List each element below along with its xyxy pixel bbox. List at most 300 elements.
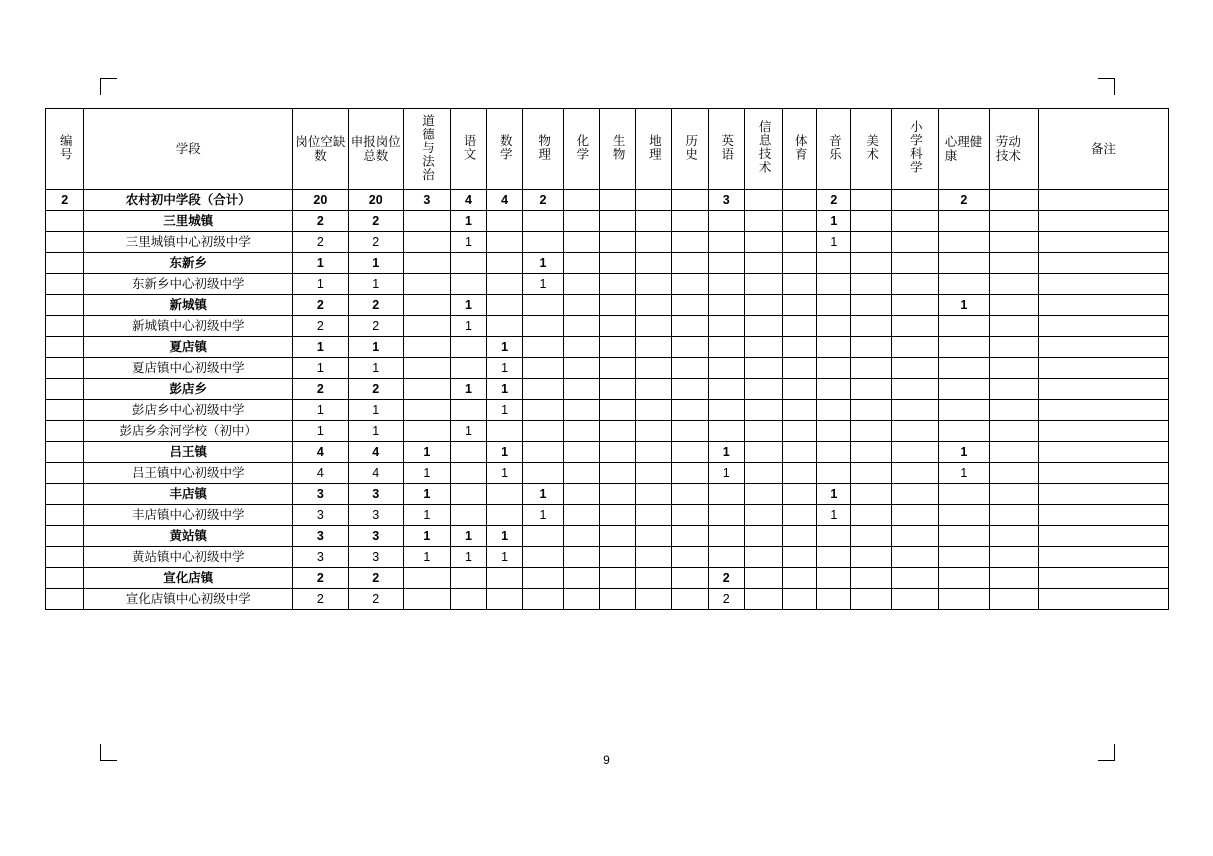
- cell-segment: 夏店镇中心初级中学: [84, 358, 293, 379]
- table-row: [46, 232, 1169, 253]
- cell-remark: [1038, 400, 1168, 421]
- cell-chinese: 1: [450, 526, 486, 547]
- cell-declared: 3: [348, 547, 403, 568]
- cell-english: 3: [708, 190, 744, 211]
- cell-biology: [599, 484, 635, 505]
- cell-pe: [783, 337, 817, 358]
- cell-primary: [891, 379, 938, 400]
- cell-labor: [989, 274, 1038, 295]
- column-header-label: 学段: [175, 141, 201, 156]
- cell-pe: [783, 316, 817, 337]
- cell-it: [744, 232, 782, 253]
- cell-vacancy: 2: [293, 211, 348, 232]
- cell-primary: [891, 274, 938, 295]
- table-header-row: [46, 109, 1169, 190]
- cell-physics: [523, 421, 563, 442]
- column-header-label: 信息技术: [757, 120, 772, 175]
- cell-history: [672, 526, 708, 547]
- cell-vacancy: 3: [293, 526, 348, 547]
- cell-chinese: [450, 337, 486, 358]
- cell-pe: [783, 421, 817, 442]
- cell-english: [708, 295, 744, 316]
- cell-history: [672, 190, 708, 211]
- cell-no: [46, 316, 84, 337]
- cell-psych: [938, 358, 989, 379]
- cell-morality: [403, 400, 450, 421]
- cell-chemistry: [563, 295, 599, 316]
- cell-segment: 宣化店镇中心初级中学: [84, 589, 293, 610]
- cell-math: [487, 232, 523, 253]
- cell-geography: [636, 253, 672, 274]
- table-row: [46, 400, 1169, 421]
- cell-geography: [636, 232, 672, 253]
- cell-segment: 吕王镇: [84, 442, 293, 463]
- cell-vacancy: 1: [293, 337, 348, 358]
- cell-it: [744, 526, 782, 547]
- cell-psych: [938, 526, 989, 547]
- cell-pe: [783, 463, 817, 484]
- cell-geography: [636, 421, 672, 442]
- cell-remark: [1038, 316, 1168, 337]
- cell-segment: 新城镇中心初级中学: [84, 316, 293, 337]
- column-header-label: 地理: [647, 133, 662, 161]
- cell-psych: [938, 253, 989, 274]
- cell-art: [851, 337, 891, 358]
- cell-labor: [989, 589, 1038, 610]
- cell-segment: 农村初中学段（合计）: [84, 190, 293, 211]
- cell-remark: [1038, 190, 1168, 211]
- cell-biology: [599, 589, 635, 610]
- cell-segment: 彭店乡: [84, 379, 293, 400]
- cell-declared: 1: [348, 253, 403, 274]
- cell-no: [46, 400, 84, 421]
- table-row: [46, 526, 1169, 547]
- cell-remark: [1038, 337, 1168, 358]
- column-header-label: 生物: [611, 133, 626, 161]
- cell-remark: [1038, 295, 1168, 316]
- table-row: [46, 547, 1169, 568]
- cell-biology: [599, 295, 635, 316]
- column-header-chinese: [450, 109, 486, 190]
- cell-math: [487, 484, 523, 505]
- cell-chinese: [450, 568, 486, 589]
- cell-geography: [636, 484, 672, 505]
- cell-biology: [599, 358, 635, 379]
- cell-biology: [599, 274, 635, 295]
- cell-morality: 1: [403, 484, 450, 505]
- cell-declared: 3: [348, 505, 403, 526]
- column-header-psych: [938, 109, 989, 190]
- recruitment-table-wrapper: [45, 108, 1169, 610]
- cell-music: [817, 295, 851, 316]
- cell-history: [672, 568, 708, 589]
- cell-chinese: 1: [450, 421, 486, 442]
- column-header-biology: [599, 109, 635, 190]
- cell-physics: [523, 232, 563, 253]
- cell-declared: 2: [348, 232, 403, 253]
- cell-math: [487, 274, 523, 295]
- cell-physics: [523, 358, 563, 379]
- table-header: [46, 109, 1169, 190]
- cell-physics: [523, 316, 563, 337]
- cell-physics: [523, 295, 563, 316]
- cell-vacancy: 2: [293, 589, 348, 610]
- column-header-label: 心理健康: [944, 134, 983, 163]
- cell-vacancy: 2: [293, 316, 348, 337]
- cell-english: [708, 316, 744, 337]
- cell-pe: [783, 295, 817, 316]
- cell-chemistry: [563, 589, 599, 610]
- cell-primary: [891, 232, 938, 253]
- cell-chemistry: [563, 421, 599, 442]
- cell-morality: [403, 421, 450, 442]
- cell-psych: [938, 484, 989, 505]
- cell-english: [708, 526, 744, 547]
- cell-chinese: [450, 358, 486, 379]
- cell-pe: [783, 358, 817, 379]
- cell-art: [851, 568, 891, 589]
- cell-music: 1: [817, 505, 851, 526]
- cell-chinese: 1: [450, 379, 486, 400]
- table-row: [46, 358, 1169, 379]
- cell-chemistry: [563, 484, 599, 505]
- cell-art: [851, 232, 891, 253]
- cell-psych: [938, 505, 989, 526]
- cell-art: [851, 589, 891, 610]
- cell-geography: [636, 442, 672, 463]
- cell-declared: 2: [348, 589, 403, 610]
- cell-math: [487, 589, 523, 610]
- cell-chemistry: [563, 358, 599, 379]
- cell-it: [744, 274, 782, 295]
- cell-geography: [636, 316, 672, 337]
- column-header-label: 音乐: [827, 133, 842, 161]
- column-header-label: 道德与法治: [420, 113, 435, 182]
- cell-vacancy: 20: [293, 190, 348, 211]
- column-header-physics: [523, 109, 563, 190]
- cell-psych: [938, 211, 989, 232]
- cell-chinese: 1: [450, 232, 486, 253]
- cell-segment: 黄站镇: [84, 526, 293, 547]
- cell-primary: [891, 337, 938, 358]
- cell-chinese: 1: [450, 316, 486, 337]
- column-header-segment: [84, 109, 293, 190]
- cell-morality: 1: [403, 526, 450, 547]
- cell-art: [851, 253, 891, 274]
- cell-primary: [891, 547, 938, 568]
- cell-it: [744, 589, 782, 610]
- cell-no: [46, 568, 84, 589]
- cell-english: 1: [708, 463, 744, 484]
- cell-history: [672, 253, 708, 274]
- cell-no: [46, 526, 84, 547]
- column-header-geography: [636, 109, 672, 190]
- crop-mark-top-right: [1098, 78, 1115, 95]
- cell-labor: [989, 505, 1038, 526]
- cell-biology: [599, 547, 635, 568]
- cell-vacancy: 1: [293, 400, 348, 421]
- cell-music: [817, 463, 851, 484]
- cell-labor: [989, 463, 1038, 484]
- cell-psych: [938, 421, 989, 442]
- cell-no: [46, 232, 84, 253]
- cell-pe: [783, 232, 817, 253]
- column-header-label: 小学科学: [908, 120, 923, 175]
- cell-geography: [636, 400, 672, 421]
- cell-music: 1: [817, 484, 851, 505]
- cell-it: [744, 337, 782, 358]
- cell-geography: [636, 358, 672, 379]
- cell-pe: [783, 379, 817, 400]
- cell-pe: [783, 274, 817, 295]
- cell-chemistry: [563, 505, 599, 526]
- cell-art: [851, 484, 891, 505]
- cell-chinese: [450, 253, 486, 274]
- cell-pe: [783, 505, 817, 526]
- cell-it: [744, 400, 782, 421]
- cell-geography: [636, 547, 672, 568]
- cell-vacancy: 3: [293, 505, 348, 526]
- column-header-pe: [783, 109, 817, 190]
- cell-chemistry: [563, 253, 599, 274]
- table-row: [46, 463, 1169, 484]
- cell-math: 4: [487, 190, 523, 211]
- column-header-vacancy: [293, 109, 348, 190]
- cell-history: [672, 379, 708, 400]
- cell-biology: [599, 211, 635, 232]
- cell-primary: [891, 484, 938, 505]
- cell-english: 2: [708, 568, 744, 589]
- cell-primary: [891, 463, 938, 484]
- cell-chinese: 1: [450, 295, 486, 316]
- cell-pe: [783, 190, 817, 211]
- cell-it: [744, 379, 782, 400]
- cell-declared: 1: [348, 337, 403, 358]
- cell-psych: [938, 589, 989, 610]
- column-header-morality: [403, 109, 450, 190]
- cell-remark: [1038, 547, 1168, 568]
- cell-math: [487, 253, 523, 274]
- cell-art: [851, 379, 891, 400]
- cell-music: 2: [817, 190, 851, 211]
- cell-it: [744, 484, 782, 505]
- column-header-music: [817, 109, 851, 190]
- cell-chemistry: [563, 274, 599, 295]
- cell-chemistry: [563, 526, 599, 547]
- cell-declared: 1: [348, 421, 403, 442]
- cell-it: [744, 316, 782, 337]
- cell-history: [672, 232, 708, 253]
- cell-music: [817, 568, 851, 589]
- column-header-label: 数学: [498, 133, 513, 161]
- cell-segment: 彭店乡中心初级中学: [84, 400, 293, 421]
- cell-english: [708, 358, 744, 379]
- cell-music: [817, 253, 851, 274]
- cell-chinese: [450, 400, 486, 421]
- cell-chemistry: [563, 547, 599, 568]
- cell-labor: [989, 379, 1038, 400]
- cell-morality: [403, 568, 450, 589]
- cell-math: 1: [487, 379, 523, 400]
- cell-chemistry: [563, 568, 599, 589]
- table-row: [46, 568, 1169, 589]
- cell-segment: 吕王镇中心初级中学: [84, 463, 293, 484]
- cell-art: [851, 211, 891, 232]
- cell-english: [708, 505, 744, 526]
- cell-geography: [636, 337, 672, 358]
- cell-morality: [403, 379, 450, 400]
- cell-labor: [989, 358, 1038, 379]
- cell-declared: 2: [348, 379, 403, 400]
- cell-vacancy: 1: [293, 253, 348, 274]
- cell-music: 1: [817, 211, 851, 232]
- cell-chinese: [450, 484, 486, 505]
- cell-art: [851, 295, 891, 316]
- cell-no: [46, 421, 84, 442]
- cell-music: [817, 400, 851, 421]
- column-header-label: 体育: [793, 133, 808, 161]
- cell-declared: 4: [348, 463, 403, 484]
- cell-math: 1: [487, 442, 523, 463]
- cell-it: [744, 442, 782, 463]
- cell-biology: [599, 316, 635, 337]
- table-row: [46, 505, 1169, 526]
- cell-declared: 4: [348, 442, 403, 463]
- cell-vacancy: 2: [293, 295, 348, 316]
- table-row: [46, 484, 1169, 505]
- cell-physics: [523, 589, 563, 610]
- cell-history: [672, 547, 708, 568]
- cell-primary: [891, 421, 938, 442]
- cell-vacancy: 1: [293, 421, 348, 442]
- cell-chemistry: [563, 316, 599, 337]
- cell-physics: [523, 211, 563, 232]
- cell-remark: [1038, 505, 1168, 526]
- cell-labor: [989, 421, 1038, 442]
- cell-biology: [599, 253, 635, 274]
- cell-segment: 东新乡: [84, 253, 293, 274]
- cell-segment: 丰店镇中心初级中学: [84, 505, 293, 526]
- cell-biology: [599, 190, 635, 211]
- cell-vacancy: 2: [293, 379, 348, 400]
- cell-primary: [891, 442, 938, 463]
- cell-it: [744, 421, 782, 442]
- cell-no: [46, 211, 84, 232]
- cell-remark: [1038, 589, 1168, 610]
- cell-geography: [636, 568, 672, 589]
- cell-declared: 2: [348, 295, 403, 316]
- cell-biology: [599, 526, 635, 547]
- cell-no: [46, 253, 84, 274]
- cell-art: [851, 547, 891, 568]
- cell-primary: [891, 505, 938, 526]
- column-header-label: 岗位空缺数: [295, 134, 346, 163]
- column-header-english: [708, 109, 744, 190]
- cell-math: 1: [487, 547, 523, 568]
- cell-morality: [403, 295, 450, 316]
- cell-art: [851, 190, 891, 211]
- column-header-remark: [1038, 109, 1168, 190]
- cell-remark: [1038, 568, 1168, 589]
- cell-history: [672, 421, 708, 442]
- cell-morality: 3: [403, 190, 450, 211]
- cell-declared: 2: [348, 316, 403, 337]
- cell-labor: [989, 547, 1038, 568]
- cell-psych: 1: [938, 295, 989, 316]
- cell-primary: [891, 190, 938, 211]
- cell-no: [46, 337, 84, 358]
- column-header-label: 劳动技术: [995, 134, 1021, 163]
- cell-vacancy: 2: [293, 232, 348, 253]
- column-header-history: [672, 109, 708, 190]
- column-header-label: 物理: [536, 133, 551, 161]
- cell-english: [708, 253, 744, 274]
- cell-chinese: [450, 589, 486, 610]
- cell-primary: [891, 211, 938, 232]
- cell-it: [744, 547, 782, 568]
- cell-art: [851, 526, 891, 547]
- cell-music: [817, 358, 851, 379]
- cell-segment: 东新乡中心初级中学: [84, 274, 293, 295]
- cell-biology: [599, 400, 635, 421]
- cell-labor: [989, 190, 1038, 211]
- cell-declared: 20: [348, 190, 403, 211]
- cell-english: [708, 211, 744, 232]
- cell-psych: 1: [938, 442, 989, 463]
- cell-psych: [938, 547, 989, 568]
- table-row: [46, 337, 1169, 358]
- cell-no: 2: [46, 190, 84, 211]
- cell-morality: [403, 589, 450, 610]
- column-header-label: 英语: [719, 133, 734, 161]
- cell-chinese: [450, 463, 486, 484]
- cell-it: [744, 295, 782, 316]
- cell-chemistry: [563, 190, 599, 211]
- cell-physics: 1: [523, 505, 563, 526]
- cell-physics: [523, 547, 563, 568]
- cell-primary: [891, 358, 938, 379]
- cell-math: 1: [487, 463, 523, 484]
- cell-it: [744, 358, 782, 379]
- table-row: [46, 295, 1169, 316]
- cell-english: [708, 421, 744, 442]
- page-number: 9: [603, 753, 610, 767]
- column-header-no: [46, 109, 84, 190]
- table-body: [46, 190, 1169, 610]
- cell-history: [672, 211, 708, 232]
- cell-history: [672, 316, 708, 337]
- column-header-it: [744, 109, 782, 190]
- cell-vacancy: 3: [293, 484, 348, 505]
- column-header-primary: [891, 109, 938, 190]
- table-row: [46, 211, 1169, 232]
- cell-physics: [523, 442, 563, 463]
- crop-mark-top-left: [100, 78, 117, 95]
- cell-declared: 1: [348, 358, 403, 379]
- cell-psych: [938, 232, 989, 253]
- cell-history: [672, 400, 708, 421]
- cell-no: [46, 274, 84, 295]
- cell-vacancy: 4: [293, 442, 348, 463]
- cell-labor: [989, 526, 1038, 547]
- table-row: [46, 589, 1169, 610]
- cell-no: [46, 505, 84, 526]
- cell-history: [672, 274, 708, 295]
- cell-art: [851, 400, 891, 421]
- cell-it: [744, 190, 782, 211]
- cell-biology: [599, 232, 635, 253]
- cell-biology: [599, 463, 635, 484]
